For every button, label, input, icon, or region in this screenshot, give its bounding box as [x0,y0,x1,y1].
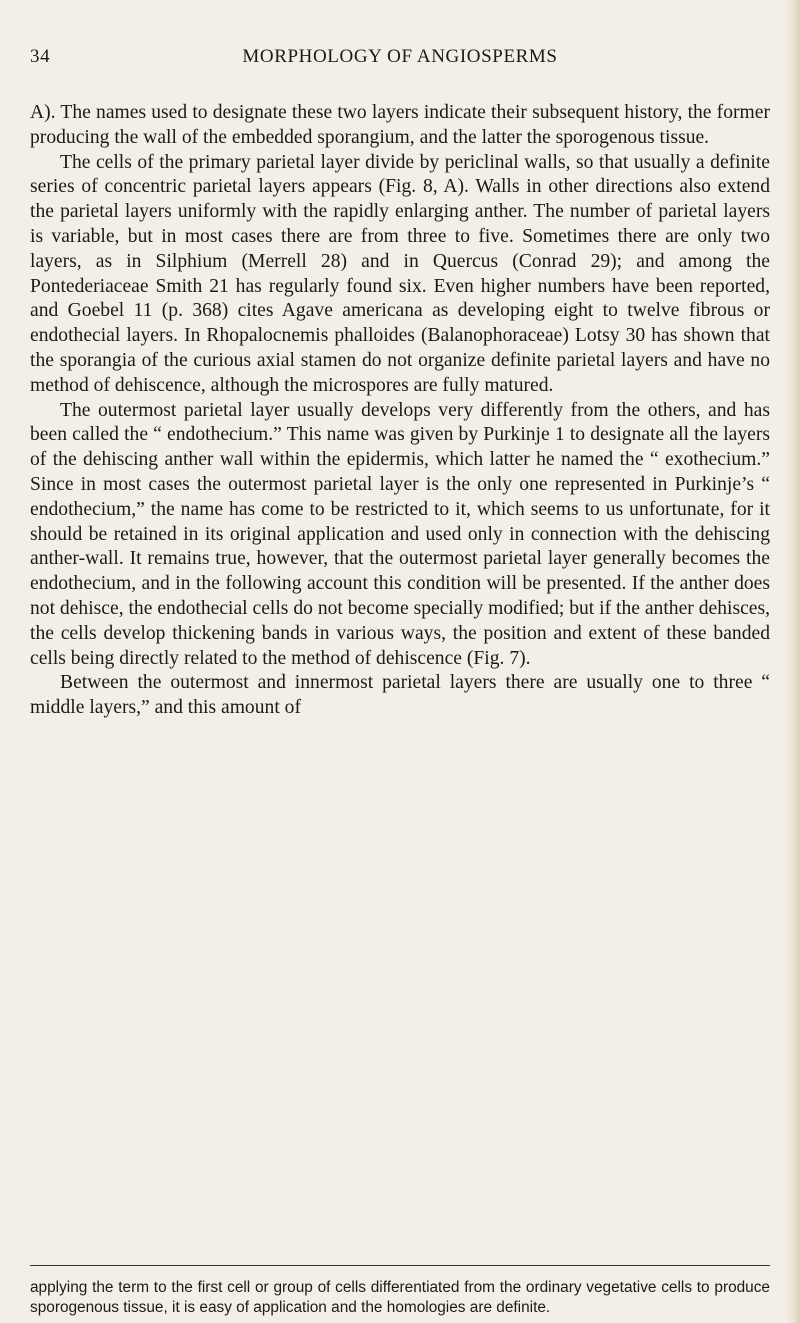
paragraph: The cells of the primary parietal layer divide by periclinal walls, so that usually a definite series of concentric parietal layers appears (Fig. 8, A). Walls in other directions also extend the parietal layers uniformly with the rapidly enlarging anther. The number of parietal layers is variable, but in most cases there are from three to five. Sometimes there are only two layers, as in Silphium (Merrell 28) and in Quercus (Conrad 29); and among the Pontederiaceae Smith 21 has regularly found six. Even higher numbers have been reported, and Goebel 11 (p. 368) cites Agave americana as developing eight to twelve fibrous or endothecial layers. In Rhopalocnemis phalloides (Balanophoraceae) Lotsy 30 has shown that the sporangia of the curious axial stamen do not organize definite parietal layers and have no method of dehiscence, although the microspores are fully matured. [30,151,770,396]
paragraph: A). The names used to designate these two layers indicate their subsequent history, the former producing the wall of the embedded sporangium, and the latter the sporogenous tissue. [30,102,770,148]
page-number: 34 [30,46,51,67]
page-edge-shadow [786,0,800,1323]
paragraph: The outermost parietal layer usually develops very differently from the others, and has been called the “ endothecium.” This name was given by Purkinje 1 to designate all the layers of the dehiscing anther wall within the epidermis, which latter he named the “ exothecium.” Since in most cases the outermost parietal layer is the only one represented in Purkinje’s “ endothecium,” the name has come to be restricted to it, which seems to us unfortunate, for it should be retained in its original application and used only in connection with the dehiscing anther-wall. It remains true, however, that the outermost parietal layer generally becomes the endothecium, and in the following account this condition will be presented. If the anther does not dehisce, the endothecial cells do not become specially modified; but if the anther dehisces, the cells develop thickening bands in various ways, the position and extent of these banded cells being directly related to the method of dehiscence (Fig. 7). [30,399,770,669]
footnote-divider [30,1265,770,1266]
page-header [30,46,770,74]
body-text [30,101,770,721]
footnote: applying the term to the first cell or group of cells differentiated from the ordinary vegetative cells to produce sporogenous tissue, it is easy of application and the homologies are definite. [30,1279,770,1316]
paragraph: Between the outermost and innermost parietal layers there are usually one to three “ middle layers,” and this amount of [30,672,770,719]
running-head: MORPHOLOGY OF ANGIOSPERMS [242,46,558,67]
